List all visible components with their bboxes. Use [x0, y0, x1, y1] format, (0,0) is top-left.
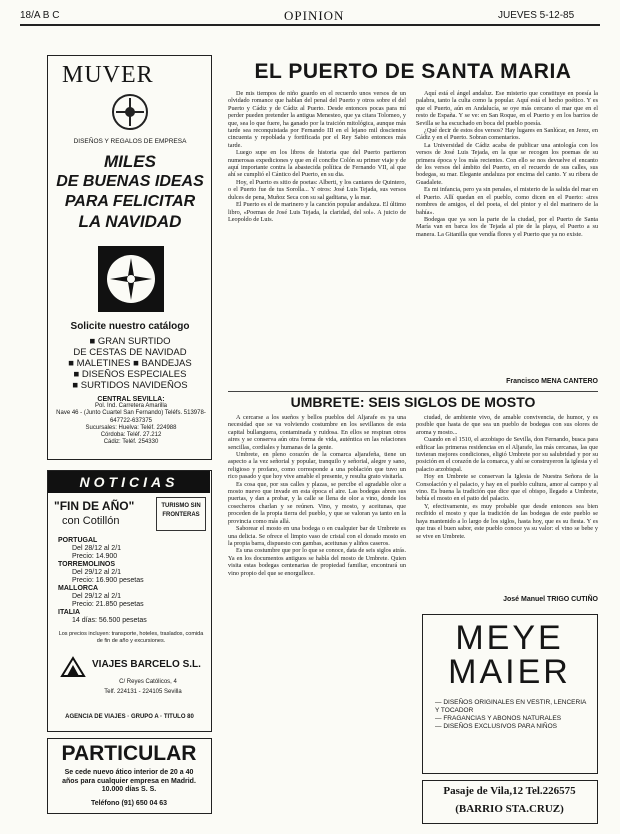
address-line: Cádiz: Teléf. 254330	[103, 439, 159, 446]
muver-brand: MUVER	[62, 62, 154, 88]
article1-signature: Francisco MENA CANTERO	[506, 378, 598, 385]
destination-line: 14 días: 56.500 pesetas	[72, 617, 147, 624]
destination-line: Precio: 14.900	[72, 553, 118, 560]
list-item: — DISEÑOS EXCLUSIVOS PARA NIÑOS	[435, 723, 557, 730]
list-item: ■ MALETINES ■ BANDEJAS	[68, 358, 192, 369]
agency-name: VIAJES BARCELO S.L.	[92, 659, 201, 670]
paragraph: Umbrete, en pleno corazón de la comarca aljarafeña, tiene un aspecto a la vez señorial y popular, tranquilo y señorial, alegre y sano, religioso y profano, como corresponde a una población que tuvo un rico pasado y que hoy vive amable el presente, y resulta grato visitarla.	[228, 451, 406, 481]
address-line: Córdoba: Teléf. 27.212	[100, 432, 162, 439]
destinations-list	[58, 537, 204, 625]
page-number: 18/A B C	[20, 10, 60, 21]
list-item	[50, 347, 210, 358]
meye-address: Pasaje de Vila,12 Tel.226575	[443, 785, 576, 797]
section-title: OPINION	[284, 8, 345, 23]
article2-title: UMBRETE: SEIS SIGLOS DE MOSTO	[290, 394, 536, 410]
list-item-text: GRAN SURTIDO	[97, 336, 171, 347]
paragraph: Luego supe en los libros de historia que del Puerto partieron numerosas expediciones y que en él concibe Colón su primer viaje y de aquí importante contra la abastecida política de Fernando VII, al que ahí se cumplió el Cántico del Puerto, en su dia.	[228, 149, 406, 179]
noticias-ad	[47, 470, 212, 732]
list-item-text: DISEÑOS EXCLUSIVOS PARA NIÑOS	[443, 723, 557, 730]
meye-items	[435, 699, 591, 731]
paragraph: Hoy en Umbrete se conservan la Iglesia de Nuestra Señora de la Consolación y el palacio, y hay en el pueblo cultura, amor al campo y al vino. Es buena la tradición que dice que el obispo, llegado a Umbrete, bebía el mosto en el patio del palacio.	[416, 473, 598, 503]
agency-address: C/ Reyes Católicos, 4	[119, 679, 177, 685]
paragraph: Bodegas que ya son la parte de la ciudad, por el Puerto de Santa María van en barca los de Tejada al pie de la playa, el Puerto a su manera. La Gitanilla que vendía flores y el Puerto que ya no existe.	[416, 215, 598, 238]
meye-area: (BARRIO STA.CRUZ)	[455, 803, 564, 815]
meye-maier-ad	[422, 614, 598, 774]
list-item-text: DISEÑOS ESPECIALES	[81, 369, 187, 380]
list-item: ■ DISEÑOS ESPECIALES	[73, 369, 187, 380]
stamp-badge: TURISMO SIN FRONTERAS	[156, 497, 206, 531]
article1-title: EL PUERTO DE SANTA MARIA	[254, 60, 572, 83]
paragraph: Es una costumbre que por lo que se conoce, data de seis siglos atrás. Ya en los documentos antiguos se habla del mosto de Umbrete. Quien visita estas bodegas centenarias de propiedad familiar, encontrará un vino propio del que se enorgullece.	[228, 547, 406, 577]
promo-title: "FIN DE AÑO"	[54, 499, 135, 513]
article1-col1	[228, 90, 406, 388]
paragraph: Hoy, el Puerto es sitio de poetas: Alberti, y los cantares de Quintero, o el Puerto fue de tus Sorolla... Y otros: José Luis Tejada, sus versos dulces de pena, Muñoz Seca con su sal gaditana, y la mar.	[228, 178, 406, 201]
paragraph: Y, efectivamente, es muy probable que desde entonces sea bien recibido el mosto y que la tradición de las bodegas de este pueblo se haya mantenido a lo largo de los siglos, hasta hoy, que es su fiesta. Y es que tras el buen sabor, este pueblo conoce ya su valor: el vino se bebe y se vive en Umbrete.	[416, 502, 598, 540]
muver-items	[50, 336, 210, 391]
list-item: ■ SURTIDOS NAVIDEÑOS	[72, 380, 188, 391]
destination-name: PORTUGAL	[58, 537, 98, 544]
list-item: — FRAGANCIAS Y ABONOS NATURALES	[435, 715, 562, 722]
address-line: Nave 46 - (Junto Cuartel San Fernando) Teléfs. 513978-647722-637375	[56, 410, 206, 424]
promo-subtitle: con Cotillón	[62, 515, 120, 527]
destination-line: Del 29/12 al 2/1	[72, 593, 122, 600]
fine-print: Los precios incluyen: transporte, hoteles, traslados, comida de fin de año y excursiones.	[58, 631, 204, 644]
muver-cta: Solicite nuestro catálogo	[70, 321, 190, 332]
particular-title: PARTICULAR	[61, 742, 197, 765]
article1-col2	[416, 90, 598, 378]
muver-ad	[47, 55, 212, 460]
headline-line: DE BUENAS IDEAS	[56, 173, 204, 190]
headline-line: LA NAVIDAD	[78, 212, 182, 231]
paragraph: ciudad, de ambiente vivo, de amable convivencia, de humor, y es posible que hasta de que sea un pueblo de bodegas con sus olores de aroma y mosto...	[416, 414, 598, 436]
paragraph: Es mi infancia, pero ya sin penales, el misterio de la salida del mar en el Puerto. Allí quedan en el pueblo, como dicen en el Puerto: «tres nombres de amigos, el del poeta, el del pintor y el del marinero de la bahía».	[416, 186, 598, 216]
list-item-text: DISEÑOS ORIGINALES EN VESTIR, LENCERIA Y TOCADOR	[435, 699, 586, 714]
paragraph: ¿Qué decir de estos dos versos? Hay lugares en Sanlúcar, en Jerez, en Cádiz y en el Puerto. Sobran comentarios.	[416, 127, 598, 142]
agency-phones: Telf. 224131 - 224105 Sevilla	[104, 689, 182, 695]
article2-col2	[416, 414, 598, 592]
list-item: ■ GRAN SURTIDO	[89, 336, 171, 347]
destination-line: Del 29/12 al 2/1	[72, 569, 122, 576]
destination-name: MALLORCA	[58, 585, 99, 592]
paragraph: La Universidad de Cádiz acaba de publicar una antología con los versos de José Luis Tejada, en la que se recogen los poemas de su primera época y los más recientes. Con ello se nos devuelve el encanto de los versos del ámbito del Puerto, en el recuerdo de sus calles, sus bodegas, su mar. Elegante andaluza por encima del canto. Y su ribera de Guadalete.	[416, 141, 598, 186]
destination-line: Del 28/12 al 2/1	[72, 545, 122, 552]
muver-logo-icon	[106, 92, 154, 132]
meye-brand-2: MAIER	[448, 653, 571, 691]
ornament-icon	[96, 244, 166, 314]
destination-name: ITALIA	[58, 609, 81, 616]
address-line: Sucursales: Huelva: Teléf. 224988	[85, 424, 177, 431]
paragraph: A cercarse a los sueños y bellos pueblos del Aljarafe es ya una necesidad que se va volviendo costumbre en los sevillanos de esta capital bullanguera, contaminada y ruidosa. En ellos se respiran otros aires y se conserva aún otra forma de vida, auténtica en las relaciones sencillas, cordiales y humanas de la gente.	[228, 414, 406, 451]
noticias-banner: NOTICIAS	[48, 471, 210, 493]
agency-footer: AGENCIA DE VIAJES · GRUPO A · TITULO 80	[65, 714, 194, 720]
list-item-text: FRAGANCIAS Y ABONOS NATURALES	[443, 715, 562, 722]
muver-headline	[50, 152, 210, 232]
paragraph: Aquí está el ángel andaluz. Ese misterio que constituye en poesía la palabra, tanto la culta como la popular. Aquí está el hecho poético. Y es que el Puerto, aún en Andalucía, se oye más cercano el mar que en el resto de España. Y se ve: en San Roque, en el Puerto y en los barrios de Sevilla se ha escuchado en boca del pueblo poesía.	[416, 90, 598, 127]
article2-col1	[228, 414, 406, 824]
meye-brand-1: MEYE	[455, 619, 564, 657]
headline-line: MILES	[104, 152, 156, 171]
address-line: Pol. Ind. Carretera Amarilla	[94, 403, 168, 410]
list-item: — DISEÑOS ORIGINALES EN VESTIR, LENCERIA Y TOCADOR	[435, 699, 586, 714]
header-rule	[20, 24, 600, 26]
article2-signature: José Manuel TRIGO CUTIÑO	[503, 596, 598, 603]
particular-text: Se cede nuevo ático interior de 20 a 40 años para cualquier empresa en Madrid. 10.000 días S. S.	[62, 769, 196, 793]
paragraph: Es cosa que, por sus calles y plazas, se percibe el agradable olor a mosto nuevo que invade en esta época el aire. Las bodegas abren sus puertas, y dan a probar, y la calle se llena de olor a vino, donde los cosecheros charlan y se reúnen. Vino, y mosto, y aceitunas, que proceden de la propia tierra del pueblo, y que se valoran ya tanto en la provincia como más allá.	[228, 480, 406, 525]
paragraph: Saborear el mosto en una bodega o en cualquier bar de Umbrete es una delicia. Se ofrece el limpio vaso de cristal con el dorado mosto en la propia barra, dispuesto con gambas, aceitunas y aliños caseros.	[228, 525, 406, 547]
list-item-text: MALETINES ■ BANDEJAS	[76, 358, 192, 369]
destination-name: TORREMOLINOS	[58, 561, 116, 568]
paragraph: El Puerto es el de marinero y la canción popular andaluza. El último libro, «Poemas de José Luis Tejada, la claridad, del sol». A juicio de Leopoldo de Luis.	[228, 201, 406, 223]
barcelo-logo-icon	[60, 656, 86, 678]
paragraph: Cuando en el 1510, el arzobispo de Sevilla, don Fernando, busca para edificar las primeras residencias en el Aljarafe, las más cercanas, las que tuvieran mejores condiciones, eligió Umbrete por su salubridad y por su posición en el corazón de la comarca, y ahí se construyeron la iglesia y el palacio arzobispal.	[416, 436, 598, 473]
address-line: CENTRAL SEVILLA:	[97, 396, 165, 403]
paragraph: De mis tiempos de niño guardo en el recuerdo unos versos de un olvidado romance que hablan del penal del Puerto y otros sobre el del Puerto y Cádiz y de Cádiz al Puerto. Desde entonces pocas para mí perder pueden pretender la antigua Menesteo, que ya citara Tolomeo, y que, sea lo que fuere, ha ganado por la traición mitológica, aunque más tarde sea reconquistada por Fernando III en el lejano mil doscientos cincuenta y repoblada y fortificada por el Rey Sabio entonces más tarde.	[228, 90, 406, 149]
meye-address-box	[422, 780, 598, 824]
particular-phone: Teléfono (91) 650 04 63	[90, 800, 168, 807]
list-item-text: SURTIDOS NAVIDEÑOS	[80, 380, 188, 391]
list-item-text: DE CESTAS DE NAVIDAD	[73, 347, 187, 358]
headline-line: PARA FELICITAR	[64, 193, 196, 210]
destination-line: Precio: 21.850 pesetas	[72, 601, 144, 608]
muver-address	[54, 396, 208, 446]
divider	[228, 391, 598, 392]
destination-line: Precio: 16.900 pesetas	[72, 577, 144, 584]
particular-ad	[47, 738, 212, 814]
page-date: JUEVES 5-12-85	[498, 10, 575, 21]
muver-subtitle: DISEÑOS Y REGALOS DE EMPRESA	[73, 138, 187, 145]
